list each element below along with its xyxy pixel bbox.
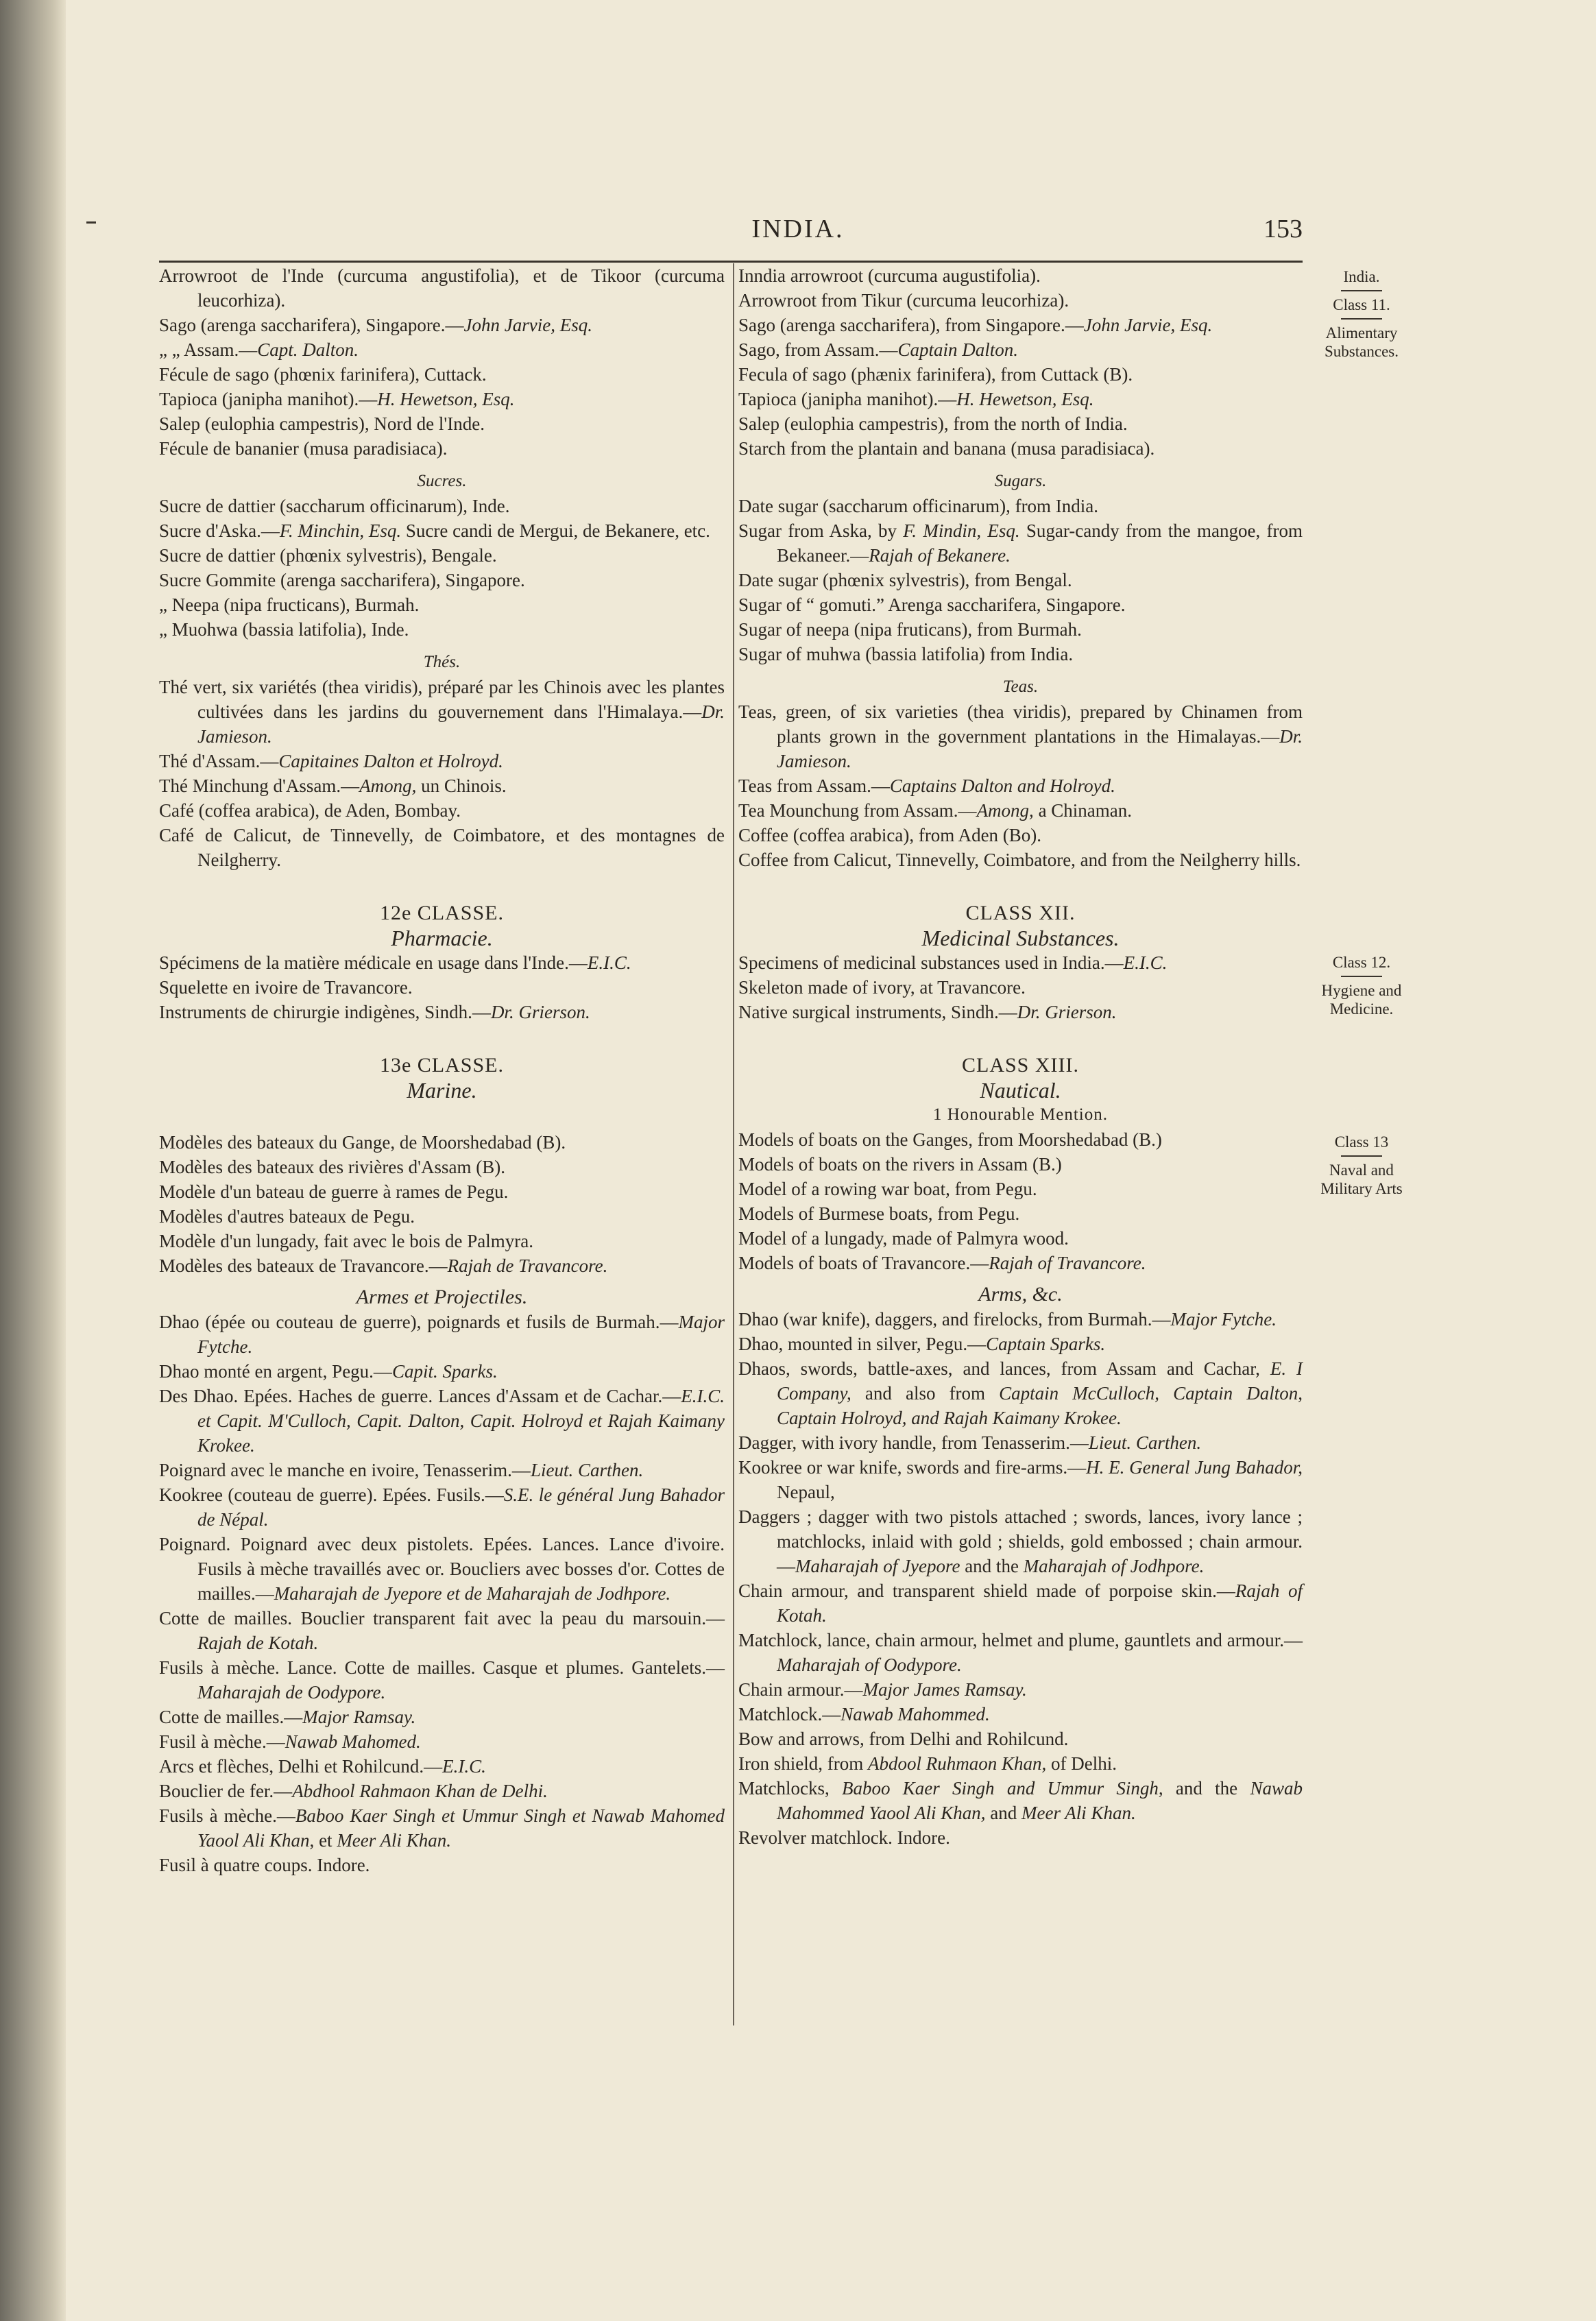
attribution: F. Mindin, Esq. [903,520,1020,541]
entry [738,263,1303,288]
entry [159,823,725,872]
entry-text: Matchlock, lance, chain armour, helmet and plume, gauntlets and armour.— [738,1630,1303,1650]
sidenote-rule [1341,1155,1382,1157]
entry-text: Arrowroot de l'Inde (curcuma angustifolia), et de Tikoor (curcuma leucorhiza). [159,265,725,311]
attribution: Among, [976,800,1034,821]
entry-text: Sago, from Assam.— [738,339,898,360]
entry-text: Tapioca (janipha manihot).— [159,389,378,409]
attribution: Nawab Mahommed Yaool Ali Khan, [777,1778,1303,1823]
attribution: Baboo Kaer Singh et Ummur Singh et Nawab Mahomed Yaool Ali Khan, [197,1805,725,1851]
entry [738,518,1303,568]
entry-text: Teas, green, of six varieties (thea viridis), prepared by Chinamen from plants grown in the government plantations in the Himalayas.— [738,701,1303,747]
book-gutter [0,0,66,2321]
attribution: Lieut. Carthen. [530,1460,644,1480]
entry-text: Date sugar (phœnix sylvestris), from Bengal. [738,570,1072,590]
entry [159,773,725,798]
attribution: Dr. Grierson. [1017,1002,1117,1022]
entry [159,337,725,362]
entry-text: Teas from Assam.— [738,775,890,796]
entry-text: Coffee from Calicut, Tinnevelly, Coimbatore, and from the Neilgherry hills. [738,850,1301,870]
entry [738,1332,1303,1356]
entry-text: Models of boats on the rivers in Assam (B.) [738,1154,1062,1175]
english-teas-list [738,699,1303,872]
entry [738,1776,1303,1825]
english-class12-title: CLASS XII. [965,902,1076,924]
entry [159,1310,725,1359]
entry-text: Matchlock.— [738,1704,841,1724]
entry [159,1179,725,1204]
english-class12-subtitle: Medicinal Substances. [921,926,1120,950]
attribution: Meer Ali Khan. [1021,1803,1136,1823]
entry-text: Starch from the plantain and banana (musa paradisiaca). [738,438,1155,459]
entry [159,494,725,518]
entry [738,1177,1303,1201]
entry-text: Cotte de mailles. Bouclier transparent fait avec la peau du marsouin.— [159,1608,725,1628]
entry [738,1825,1303,1850]
entry [159,1458,725,1482]
entry [159,1853,725,1877]
entry-text: Inndia arrowroot (curcuma augustifolia). [738,265,1041,286]
french-class11-list [159,263,725,461]
entry-text: Modèle d'un lungady, fait avec le bois de Palmyra. [159,1231,533,1251]
entry-text: Model of a lungady, made of Palmyra wood. [738,1228,1069,1249]
entry-text: Bow and arrows, from Delhi and Rohilcund. [738,1729,1069,1749]
entry-text: Dagger, with ivory handle, from Tenasserim.— [738,1432,1089,1453]
entry [738,494,1303,518]
entry-text: and also from [851,1383,1000,1404]
attribution: Lieut. Carthen. [1088,1432,1202,1453]
english-class13-list [738,1127,1303,1275]
attribution: Captains Dalton and Holroyd. [889,775,1115,796]
entry-text: Date sugar (saccharum officinarum), from India. [738,496,1099,516]
sidenote-rule [1341,290,1382,291]
entry-text: Arcs et flèches, Delhi et Rohilcund.— [159,1756,443,1777]
sidenote-class12 [1307,953,1416,1018]
attribution: Maharajah of Oodypore. [777,1655,962,1675]
entry [159,568,725,592]
attribution: E.I.C. [442,1756,486,1777]
attribution: Nawab Mahomed. [285,1731,421,1752]
attribution: Maharajah of Jodhpore. [1023,1556,1205,1576]
english-column [738,263,1303,1850]
entry-text: Matchlocks, [738,1778,842,1799]
entry-text: „ „ Assam.— [159,339,258,360]
attribution: John Jarvie, Esq. [463,315,592,335]
entry-text: Sugar of neepa (nipa fruticans), from Burmah. [738,619,1082,640]
attribution: E.I.C. [1123,952,1168,973]
attribution: Rajah of Bekanere. [869,545,1011,566]
entry [738,1504,1303,1578]
english-sugars-list [738,494,1303,666]
sidenote-line: Class 12. [1332,954,1391,971]
attribution: Meer Ali Khan. [337,1830,452,1851]
entry-text: Sucre Gommite (arenga saccharifera), Singapore. [159,570,525,590]
sidenote-line: Class 13 [1334,1133,1389,1151]
attribution: Captain McCulloch, Captain Dalton, Captain Holroyd, and Rajah Kaimany Krokee. [777,1383,1303,1428]
entry-text: Kookree or war knife, swords and fire-arms.— [738,1457,1087,1478]
entry-text: Sugar from Aska, by [738,520,904,541]
french-sucres-list [159,494,725,642]
attribution: John Jarvie, Esq. [1083,315,1213,335]
attribution: Maharajah of Jyepore [795,1556,960,1576]
entry [738,642,1303,666]
french-sucres-heading: Sucres. [417,472,467,490]
entry-text: Fusil à quatre coups. Indore. [159,1855,370,1875]
entry-text: Poignard avec le manche en ivoire, Tenasserim.— [159,1460,531,1480]
attribution: Abdool Ruhmaon Khan, [867,1753,1047,1774]
entry [738,592,1303,617]
attribution: Dr. Grierson. [490,1002,590,1022]
english-teas-heading: Teas. [1002,677,1039,696]
entry-text: Coffee (coffea arabica), from Aden (Bo). [738,825,1042,845]
sidenote-rule [1341,976,1382,977]
entry-text: Spécimens de la matière médicale en usage dans l'Inde.— [159,952,588,973]
entry-text: Poignard. Poignard avec deux pistolets. Epées. Lances. Lance d'ivoire. Fusils à mèche travaillés avec or. Boucliers avec bosses d'or. Cottes de mailles.— [159,1534,725,1604]
attribution: Maharajah de Jyepore et de Maharajah de Jodhpore. [274,1583,671,1604]
entry-text: Specimens of medicinal substances used in India.— [738,952,1124,973]
attribution: Captain Dalton. [897,339,1019,360]
attribution: H. Hewetson, Esq. [956,389,1094,409]
entry [159,798,725,823]
entry-text: of Delhi. [1046,1753,1117,1774]
entry-text: Skeleton made of ivory, at Travancore. [738,977,1026,998]
entry [159,436,725,461]
entry [159,1803,725,1853]
french-thes-list [159,675,725,872]
entry [738,1455,1303,1504]
entry [738,1201,1303,1226]
entry [738,975,1303,1000]
entry-text: Fusil à mèche.— [159,1731,285,1752]
entry [159,411,725,436]
entry [738,1702,1303,1727]
entry-text: Café de Calicut, de Tinnevelly, de Coimbatore, et des montagnes de Neilgherry. [159,825,725,870]
entry [738,1578,1303,1628]
entry [738,1727,1303,1751]
entry [738,1677,1303,1702]
entry [738,823,1303,847]
entry [738,1152,1303,1177]
entry [159,263,725,313]
entry-text: Dhao (war knife), daggers, and firelocks, from Burmah.— [738,1309,1171,1330]
entry [738,699,1303,773]
entry-text: Fécule de bananier (musa paradisiaca). [159,438,448,459]
entry [738,411,1303,436]
entry [738,1430,1303,1455]
entry [738,847,1303,872]
entry-text: Kookree (couteau de guerre). Epées. Fusils.— [159,1484,504,1505]
french-class12-subtitle: Pharmacie. [391,926,493,950]
entry [738,387,1303,411]
entry-text: „ Muohwa (bassia latifolia), Inde. [159,619,409,640]
entry-text: Chain armour, and transparent shield made of porpoise skin.— [738,1580,1235,1601]
entry-text: un Chinois. [416,775,507,796]
attribution: Rajah of Kotah. [777,1580,1303,1626]
entry [159,1779,725,1803]
attribution: Capit. Sparks. [391,1361,498,1382]
entry-text: Dhao (épée ou couteau de guerre), poignards et fusils de Burmah.— [159,1312,679,1332]
french-thes-heading: Thés. [423,653,461,671]
entry [159,1204,725,1229]
entry-text: Des Dhao. Epées. Haches de guerre. Lances d'Assam et de Cachar.— [159,1386,681,1406]
entry [738,436,1303,461]
header-rule [159,261,1303,263]
entry-text: Dhao, mounted in silver, Pegu.— [738,1334,987,1354]
entry-text: Salep (eulophia campestris), from the north of India. [738,413,1128,434]
entry-text: Sugar-candy from the mangoe, from Bekaneer.— [777,520,1303,566]
attribution: E.I.C. [587,952,631,973]
english-class13-title: CLASS XIII. [961,1054,1079,1077]
entry [738,617,1303,642]
attribution: E.I.C. et Capit. M'Culloch, Capit. Dalton, Capit. Holroyd et Rajah Kaimany Krokee. [197,1386,725,1456]
french-armes-list [159,1310,725,1877]
entry [159,1000,725,1024]
entry-text: Café (coffea arabica), de Aden, Bombay. [159,800,461,821]
entry-text: Dhao monté en argent, Pegu.— [159,1361,392,1382]
entry [738,362,1303,387]
english-arms-list [738,1307,1303,1850]
entry-text: Modèles des bateaux de Travancore.— [159,1255,448,1276]
english-class11-list [738,263,1303,461]
entry [159,1482,725,1532]
column-divider [733,263,734,2025]
entry-text: Sago (arenga saccharifera), Singapore.— [159,315,464,335]
entry-text: Fécule de sago (phœnix farinifera), Cuttack. [159,364,487,385]
entry-text: „ Neepa (nipa fructicans), Burmah. [159,594,420,615]
entry [738,1226,1303,1251]
french-armes-heading: Armes et Projectiles. [356,1286,528,1308]
entry-text: et [314,1830,337,1851]
english-arms-heading: Arms, &c. [978,1283,1063,1306]
entry-text: Sucre de dattier (saccharum officinarum), Inde. [159,496,510,516]
attribution: Major Ramsay. [302,1707,416,1727]
entry [738,798,1303,823]
attribution: Nawab Mahommed. [841,1704,990,1724]
entry-text: Nepaul, [777,1482,835,1502]
entry-text: Sucre candi de Mergui, de Bekanere, etc. [401,520,710,541]
sidenote-line: Hygiene and Medicine. [1321,982,1402,1018]
entry [738,568,1303,592]
attribution: Capt. Dalton. [257,339,359,360]
attribution: Rajah of Travancore. [989,1253,1146,1273]
entry [159,617,725,642]
entry [159,1754,725,1779]
attribution: H. E. General Jung Bahador, [1086,1457,1303,1478]
entry [159,362,725,387]
entry-text: Iron shield, from [738,1753,868,1774]
entry [159,1155,725,1179]
entry-text: and [985,1803,1022,1823]
entry [159,543,725,568]
entry-text: Modèles des bateaux du Gange, de Moorshedabad (B). [159,1132,566,1153]
english-class13-mention: 1 Honourable Mention. [933,1105,1108,1124]
entry [159,518,725,543]
attribution: Abdhool Rahmaon Khan de Delhi. [292,1781,548,1801]
entry-text: Revolver matchlock. Indore. [738,1827,950,1848]
entry [738,1251,1303,1275]
entry-text: Sugar of “ gomuti.” Arenga saccharifera, Singapore. [738,594,1126,615]
page-number: 153 [1264,215,1303,243]
entry-text: Thé d'Assam.— [159,751,279,771]
entry-text: Daggers ; dagger with two pistols attached ; swords, lances, ivory lance ; matchlocks, inlaid with gold ; shields, gold embossed ; chain armour.— [738,1506,1303,1576]
french-class13-subtitle: Marine. [407,1078,477,1103]
entry-text: Cotte de mailles.— [159,1707,303,1727]
entry-text: Modèle d'un bateau de guerre à rames de Pegu. [159,1181,509,1202]
entry [159,1384,725,1458]
french-class13-title: 13e CLASSE. [379,1054,504,1077]
entry [738,1356,1303,1430]
entry-text: a Chinaman. [1033,800,1133,821]
entry-text: Bouclier de fer.— [159,1781,293,1801]
sidenote-class13 [1307,1133,1416,1198]
attribution: Rajah de Travancore. [447,1255,608,1276]
attribution: Dr. Jamieson. [197,701,725,747]
entry [738,313,1303,337]
attribution: F. Minchin, Esq. [279,520,402,541]
entry-text: Modèles des bateaux des rivières d'Assam (B). [159,1157,505,1177]
entry-text: Models of boats on the Ganges, from Moorshedabad (B.) [738,1129,1162,1150]
entry [738,1628,1303,1677]
entry-text: Dhaos, swords, battle-axes, and lances, from Assam and Cachar, [738,1358,1270,1379]
entry [159,1606,725,1655]
sidenote-class11 [1307,267,1416,361]
entry-text: Native surgical instruments, Sindh.— [738,1002,1017,1022]
entry-text: Modèles d'autres bateaux de Pegu. [159,1206,415,1227]
entry [159,1655,725,1705]
english-class13-subtitle: Nautical. [980,1078,1061,1103]
french-column [159,263,725,1877]
entry-text: Chain armour.— [738,1679,863,1700]
entry [159,1729,725,1754]
running-head: INDIA. [751,215,845,243]
entry-text: and the [1163,1778,1250,1799]
entry-text: Fusils à mèche.— [159,1805,295,1826]
entry [159,387,725,411]
english-class12-list [738,950,1303,1024]
entry-text: Sucre de dattier (phœnix sylvestris), Bengale. [159,545,497,566]
sidenote-line: Class 11. [1333,296,1390,313]
attribution: E. I Company, [777,1358,1303,1404]
entry [738,288,1303,313]
entry-text: Tea Mounchung from Assam.— [738,800,977,821]
entry-text: Models of boats of Travancore.— [738,1253,989,1273]
entry [159,749,725,773]
entry-text: Fecula of sago (phænix farinifera), from Cuttack (B). [738,364,1133,385]
entry [159,1253,725,1278]
attribution: H. Hewetson, Esq. [377,389,515,409]
entry [159,313,725,337]
english-sugars-heading: Sugars. [994,472,1047,490]
entry-text: Arrowroot from Tikur (curcuma leucorhiza). [738,290,1069,311]
entry-text: Thé vert, six variétés (thea viridis), préparé par les Chinois avec les plantes cultivées dans les jardins du gouvernement dans l'Himalaya.— [159,677,725,722]
french-class13-list [159,1130,725,1278]
entry-text: Models of Burmese boats, from Pegu. [738,1203,1020,1224]
entry [159,1359,725,1384]
entry [159,950,725,975]
entry [159,592,725,617]
entry [738,337,1303,362]
attribution: Dr. Jamieson. [777,726,1303,771]
entry-text: and the [960,1556,1024,1576]
entry [159,675,725,749]
attribution: Maharajah de Oodypore. [197,1682,386,1703]
entry [159,1532,725,1606]
entry [159,1705,725,1729]
entry-text: Salep (eulophia campestris), Nord de l'Inde. [159,413,485,434]
entry-text: Instruments de chirurgie indigènes, Sindh.— [159,1002,491,1022]
entry-text: Squelette en ivoire de Travancore. [159,977,413,998]
attribution: Major James Ramsay. [862,1679,1027,1700]
sidenote-line: India. [1343,268,1380,285]
entry [738,773,1303,798]
attribution: Rajah de Kotah. [197,1633,319,1653]
sidenote-line: Alimentary Substances. [1325,324,1399,360]
entry [738,1127,1303,1152]
attribution: S.E. le général Jung Bahador de Népal. [197,1484,725,1530]
entry-text: Model of a rowing war boat, from Pegu. [738,1179,1037,1199]
entry-text: Tapioca (janipha manihot).— [738,389,957,409]
attribution: Major Fytche. [1170,1309,1277,1330]
attribution: Capitaines Dalton et Holroyd. [278,751,503,771]
entry-text: Sago (arenga saccharifera), from Singapore.— [738,315,1084,335]
french-class12-list [159,950,725,1024]
attribution: Baboo Kaer Singh and Ummur Singh, [842,1778,1163,1799]
sidenote-line: Naval and Military Arts [1320,1162,1403,1197]
french-class12-title: 12e CLASSE. [379,902,504,924]
entry [159,975,725,1000]
entry [159,1130,725,1155]
entry [738,1000,1303,1024]
entry [738,1307,1303,1332]
sidenote-rule [1341,318,1382,320]
attribution: Major Fytche. [197,1312,725,1357]
entry-text: Thé Minchung d'Assam.— [159,775,360,796]
entry [159,1229,725,1253]
attribution: Among, [359,775,417,796]
entry-text: Sugar of muhwa (bassia latifolia) from India. [738,644,1074,664]
entry [738,1751,1303,1776]
attribution: Captain Sparks. [986,1334,1106,1354]
entry-text: Fusils à mèche. Lance. Cotte de mailles. Casque et plumes. Gantelets.— [159,1657,725,1678]
entry-text: Sucre d'Aska.— [159,520,280,541]
entry [738,950,1303,975]
